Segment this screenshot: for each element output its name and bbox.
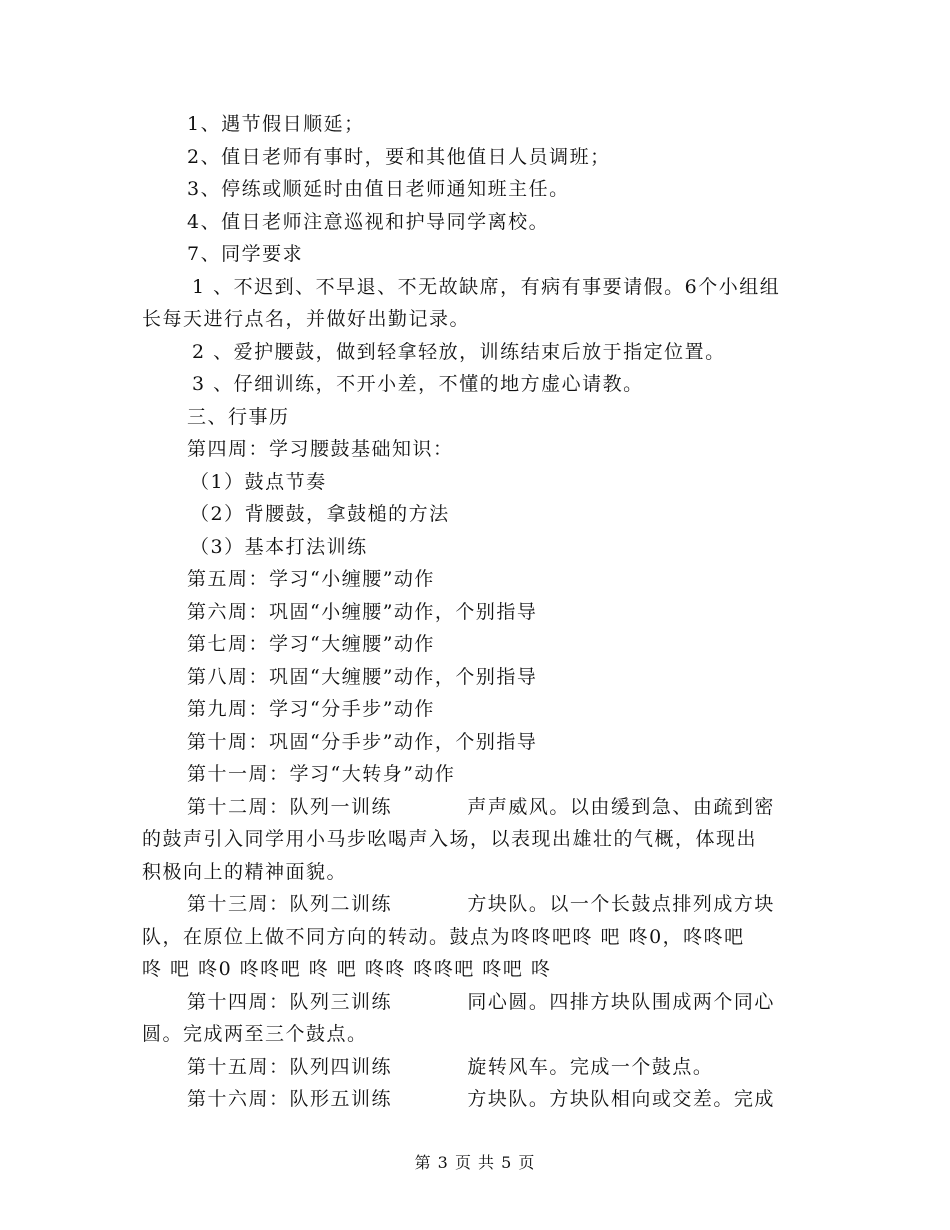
text-line: 第十二周：队列一训练 声声威风。以由缓到急、由疏到密	[187, 796, 775, 818]
text-line: 3、停练或顺延时由值日老师通知班主任。	[187, 178, 570, 200]
section-heading: 三、行事历	[187, 406, 290, 428]
text-line: 1 、不迟到、不早退、不无故缺席，有病有事要请假。6个小组组	[192, 276, 781, 298]
text-line: 第四周：学习腰鼓基础知识：	[187, 438, 454, 460]
text-line: 4、值日老师注意巡视和护导同学离校。	[187, 211, 550, 233]
text-line: 第十周：巩固“分手步”动作，个别指导	[187, 731, 538, 753]
text-line: 队，在原位上做不同方向的转动。鼓点为咚咚吧咚 吧 咚0，咚咚吧	[142, 926, 745, 948]
text-line: 第六周：巩固“小缠腰”动作，个别指导	[187, 601, 538, 623]
text-line: （2）背腰鼓，拿鼓槌的方法	[190, 503, 450, 525]
text-line: 1、遇节假日顺延；	[187, 113, 365, 135]
text-line: 第十四周：队列三训练 同心圆。四排方块队围成两个同心	[187, 991, 775, 1013]
text-line: 第十三周：队列二训练 方块队。以一个长鼓点排列成方块	[187, 893, 775, 915]
text-line: 积极向上的精神面貌。	[142, 861, 348, 883]
text-line: 2、值日老师有事时，要和其他值日人员调班；	[187, 146, 611, 168]
text-line: 第十六周：队形五训练 方块队。方块队相向或交差。完成	[187, 1088, 775, 1110]
text-line: 的鼓声引入同学用小马步吆喝声入场，以表现出雄壮的气概，体现出	[142, 828, 758, 850]
text-line: 第八周：巩固“大缠腰”动作，个别指导	[187, 666, 538, 688]
text-line: 咚 吧 咚0 咚咚吧 咚 吧 咚咚 咚咚吧 咚吧 咚	[142, 958, 552, 980]
text-line: 圆。完成两至三个鼓点。	[142, 1023, 368, 1045]
text-line: 第五周：学习“小缠腰”动作	[187, 568, 435, 590]
text-line: 第九周：学习“分手步”动作	[187, 698, 435, 720]
text-line: 3 、仔细训练，不开小差，不懂的地方虚心请教。	[192, 373, 644, 395]
text-line: 2 、爱护腰鼓，做到轻拿轻放，训练结束后放于指定位置。	[192, 341, 726, 363]
text-line: 长每天进行点名，并做好出勤记录。	[142, 308, 471, 330]
text-line: 第七周：学习“大缠腰”动作	[187, 633, 435, 655]
page-number-footer: 第 3 页 共 5 页	[414, 1153, 536, 1172]
text-line: 第十五周：队列四训练 旋转风车。完成一个鼓点。	[187, 1056, 714, 1078]
text-line: （1）鼓点节奏	[190, 471, 327, 493]
text-line: 第十一周：学习“大转身”动作	[187, 763, 456, 785]
section-heading: 7、同学要求	[187, 243, 304, 265]
text-line: （3）基本打法训练	[190, 536, 368, 558]
